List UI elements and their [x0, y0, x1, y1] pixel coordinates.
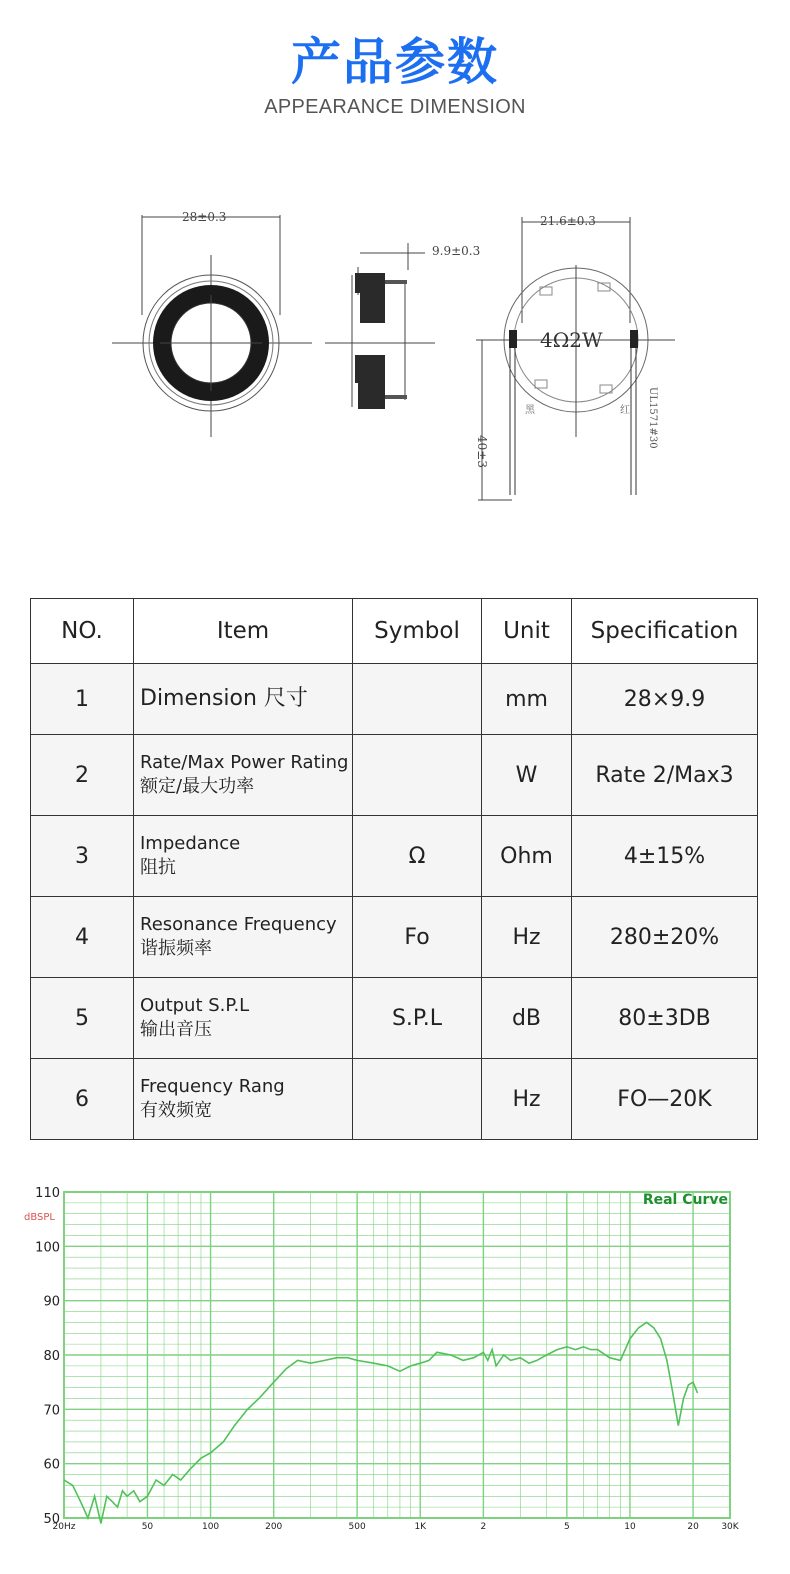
cell-spec: 28×9.9: [572, 664, 758, 735]
dim-lead: 40±3: [475, 435, 489, 468]
table-row: [31, 897, 758, 978]
y-tick-label: 100: [35, 1240, 60, 1256]
item-name-cn: 有效频宽: [140, 1100, 212, 1121]
wire-red-label: 红: [620, 405, 630, 416]
table-row: [31, 1059, 758, 1140]
cell-no: 6: [31, 1059, 134, 1140]
cell-symbol: S.P.L: [353, 978, 482, 1059]
cell-spec: 4±15%: [572, 816, 758, 897]
x-tick-label: 30K: [721, 1522, 739, 1530]
item-name-en: Frequency Rang: [140, 1076, 285, 1097]
cell-spec: Rate 2/Max3: [572, 735, 758, 816]
x-tick-label: 10: [624, 1522, 636, 1530]
item-name-en: Impedance: [140, 833, 241, 854]
x-tick-label: 200: [265, 1522, 283, 1530]
col-header-specification: Specification: [572, 599, 758, 664]
col-header-unit: Unit: [482, 599, 572, 664]
chart-grid: [64, 1192, 730, 1518]
x-tick-label: 2: [480, 1522, 487, 1530]
y-axis-label: dBSPL: [24, 1212, 55, 1223]
cell-unit: mm: [482, 664, 572, 735]
table-row: [31, 816, 758, 897]
x-tick-label: 1K: [414, 1522, 427, 1530]
dim-diameter: 28±0.3: [182, 210, 227, 224]
cell-symbol: [353, 735, 482, 816]
table-row: [31, 664, 758, 735]
cell-no: 4: [31, 897, 134, 978]
col-header-symbol: Symbol: [353, 599, 482, 664]
cell-unit: Hz: [482, 897, 572, 978]
cell-item: [134, 816, 353, 897]
cell-item: [134, 735, 353, 816]
item-name-en: Dimension 尺寸: [140, 686, 308, 711]
chart-ticks: [35, 1186, 740, 1530]
wire-black-label: 黑: [525, 405, 535, 416]
cell-spec: FO—20K: [572, 1059, 758, 1140]
item-name-cn: 输出音压: [140, 1019, 212, 1040]
spec-table-header: [31, 599, 758, 664]
spec-table: [30, 598, 758, 1140]
cell-no: 3: [31, 816, 134, 897]
cell-no: 2: [31, 735, 134, 816]
col-header-no: NO.: [31, 599, 134, 664]
item-name-en: Resonance Frequency: [140, 914, 337, 935]
cell-symbol: [353, 664, 482, 735]
cell-no: 5: [31, 978, 134, 1059]
cell-symbol: Ω: [353, 816, 482, 897]
y-tick-label: 110: [35, 1186, 60, 1201]
cell-no: 1: [31, 664, 134, 735]
chart-title: Real Curve: [642, 1192, 728, 1208]
x-tick-label: 100: [201, 1522, 220, 1530]
dim-height: 9.9±0.3: [432, 244, 481, 258]
cell-item: [134, 978, 353, 1059]
x-tick-label: 50: [141, 1522, 154, 1530]
item-name-cn: 额定/最大功率: [140, 776, 255, 797]
item-name-en: Rate/Max Power Rating: [140, 752, 349, 773]
y-tick-label: 60: [43, 1457, 60, 1473]
cell-unit: dB: [482, 978, 572, 1059]
item-name-cn: 谐振频率: [140, 938, 212, 959]
dimension-drawing: [100, 195, 700, 515]
table-row: [31, 735, 758, 816]
wire-spec: UL1571#30: [647, 387, 658, 449]
page-subtitle: APPEARANCE DIMENSION: [264, 96, 526, 118]
cell-symbol: [353, 1059, 482, 1140]
series-line-real-curve: [64, 1322, 698, 1523]
item-name-en: Output S.P.L: [140, 995, 250, 1016]
col-header-item: Item: [134, 599, 353, 664]
y-tick-label: 70: [43, 1403, 60, 1419]
page-title: 产品参数: [291, 33, 499, 91]
frequency-response-chart: [22, 1180, 740, 1530]
x-tick-label: 20Hz: [52, 1522, 76, 1530]
cell-symbol: Fo: [353, 897, 482, 978]
cell-unit: Hz: [482, 1059, 572, 1140]
cell-spec: 80±3DB: [572, 978, 758, 1059]
cell-item: [134, 1059, 353, 1140]
dim-inner: 21.6±0.3: [540, 214, 596, 228]
y-tick-label: 50: [43, 1512, 60, 1527]
cell-item: [134, 664, 353, 735]
cell-unit: W: [482, 735, 572, 816]
item-name-cn: 阻抗: [140, 857, 176, 878]
x-tick-label: 5: [563, 1522, 570, 1530]
x-tick-label: 500: [348, 1522, 366, 1530]
y-tick-label: 80: [43, 1349, 60, 1364]
cell-unit: Ohm: [482, 816, 572, 897]
y-tick-label: 90: [43, 1294, 60, 1310]
rating-label: 4Ω2W: [540, 328, 603, 352]
cell-spec: 280±20%: [572, 897, 758, 978]
cell-item: [134, 897, 353, 978]
page-header: [0, 30, 790, 119]
table-row: [31, 978, 758, 1059]
x-tick-label: 20: [687, 1522, 699, 1530]
